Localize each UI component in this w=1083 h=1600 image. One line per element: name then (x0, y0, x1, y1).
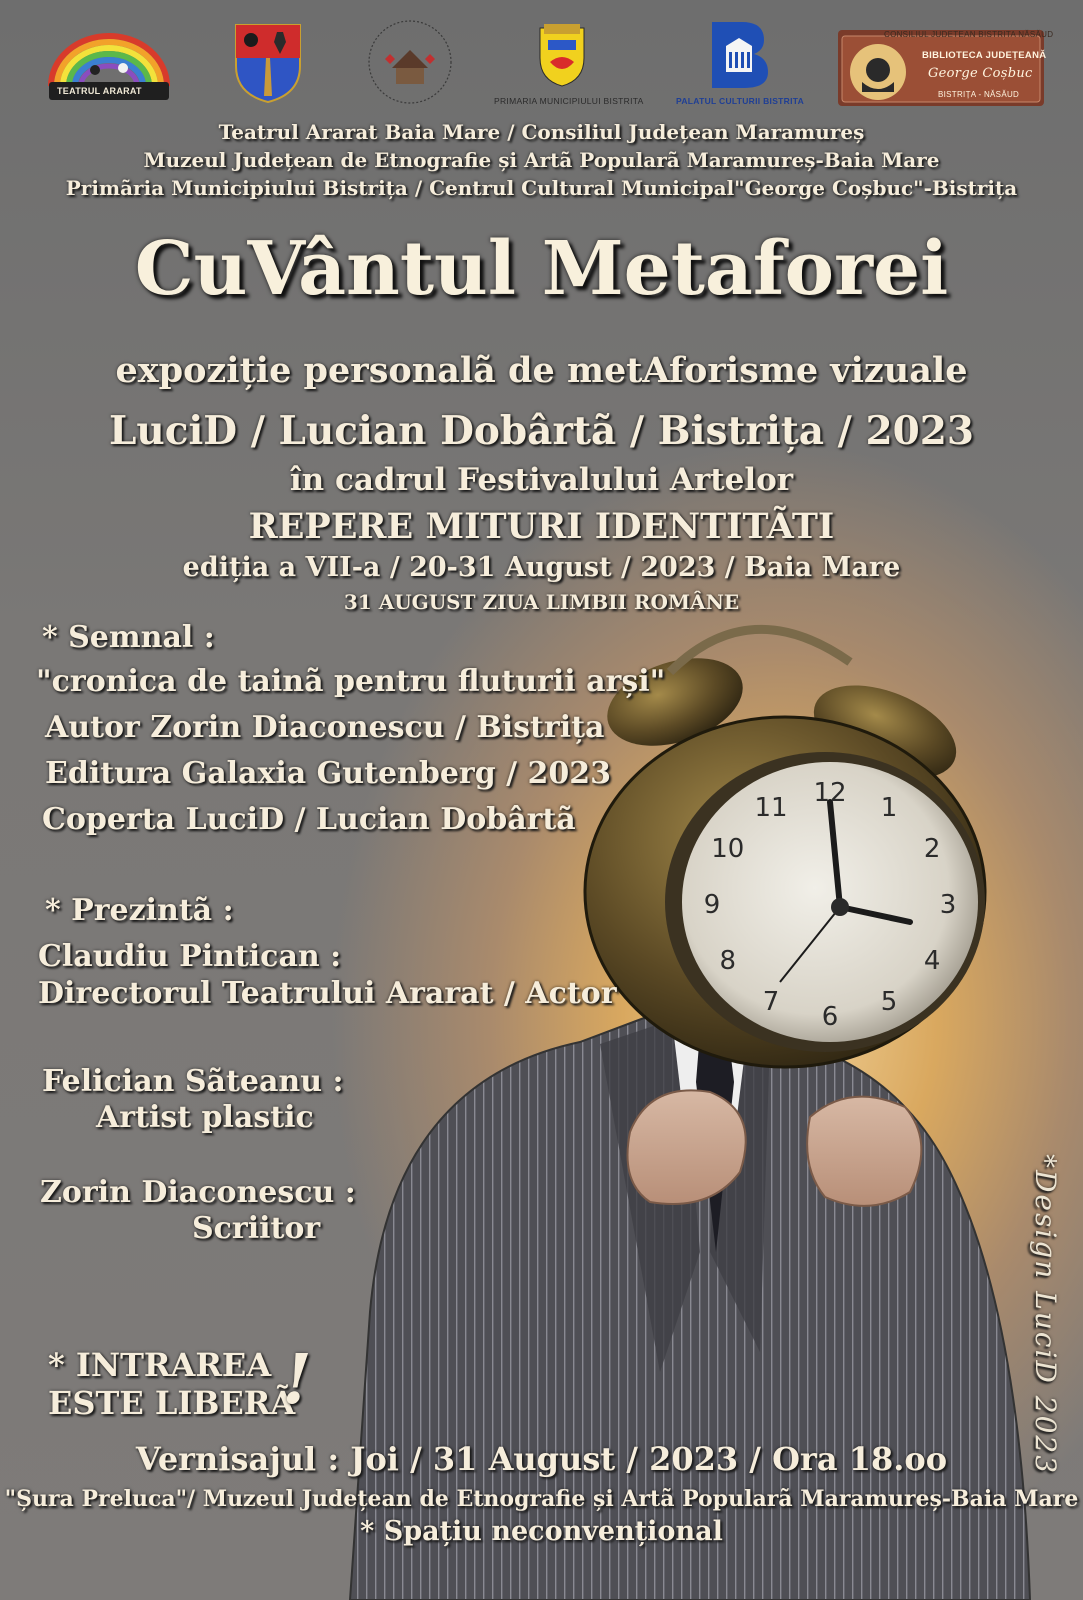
clock-numeral: 9 (703, 890, 721, 920)
vernisaj-line: Vernisajul : Joi / 31 August / 2023 / Ora 18.oo (135, 1440, 948, 1478)
edition-line: ediția a VII-a / 20-31 August / 2023 / Baia Mare (182, 552, 901, 583)
exhibition-subtitle: expoziție personalã de metAforisme vizuale (115, 350, 968, 391)
design-signature: *Design LuciD 2023 (1029, 1153, 1063, 1476)
presenter-1-role: Directorul Teatrului Ararat / Actor (38, 976, 617, 1011)
clock-numeral: 5 (880, 986, 898, 1017)
book-title: "cronica de tainã pentru fluturii arși" (36, 664, 666, 699)
biblioteca-bottom-label: BISTRIȚA - NĂSĂUD (938, 90, 1020, 99)
clock-numeral: 11 (754, 793, 788, 824)
primaria-bistrita-logo (492, 20, 644, 106)
clock-numeral: 1 (880, 793, 898, 824)
crest-icon (492, 20, 632, 88)
presenter-3-role: Scriitor (192, 1211, 321, 1246)
palatul-logo-label: PALATUL CULTURII BISTRITA (676, 96, 805, 106)
semnal-heading: * Semnal : (42, 620, 215, 655)
clock-numeral: 12 (813, 778, 847, 808)
biblioteca-script-label: George Coșbuc (928, 66, 1033, 81)
festival-name: REPERE MITURI IDENTITÃTI (248, 506, 835, 547)
maramures-coat-of-arms (233, 22, 303, 104)
clock-numeral: 6 (821, 1002, 839, 1032)
presenter-3-name: Zorin Diaconescu : (40, 1175, 356, 1210)
book-cover-credit: Coperta LuciD / Lucian Dobârtã (42, 802, 576, 837)
entry-line-1: * INTRAREA (48, 1346, 272, 1384)
clock-numeral: 10 (711, 834, 745, 864)
book-publisher: Editura Galaxia Gutenberg / 2023 (45, 756, 612, 791)
prezinta-heading: * Prezintã : (45, 893, 234, 928)
artist-line: LuciD / Lucian Dobârtã / Bistrița / 2023 (108, 408, 975, 454)
festival-intro: în cadrul Festivalului Artelor (289, 462, 794, 498)
organizer-line-1: Teatrul Ararat Baia Mare / Consiliul Județean Maramureș (218, 120, 865, 144)
venue-note: * Spațiu neconvențional (360, 1516, 723, 1547)
organizer-line-2: Muzeul Județean de Etnografie și Artã Popularã Maramureș-Baia Mare (143, 148, 940, 172)
clock-numeral: 4 (923, 946, 941, 976)
entry-line-2: ESTE LIBERÃ (48, 1384, 296, 1422)
clock-numeral: 2 (923, 834, 941, 864)
museum-seal-icon (366, 18, 454, 106)
entry-exclamation: ! (282, 1340, 312, 1420)
venue-line: "Șura Preluca"/ Muzeul Județean de Etnografie și Artã Popularã Maramureș-Baia Mare (4, 1486, 1079, 1512)
organizer-line-3: Primãria Municipiului Bistrița / Centrul Cultural Municipal"George Coșbuc"-Bistrița (65, 176, 1018, 200)
clock-numeral: 7 (762, 986, 780, 1017)
biblioteca-judeteana-logo (838, 24, 1054, 106)
exhibition-title: CuVântul Metaforei (134, 226, 949, 312)
presenter-2-role: Artist plastic (96, 1100, 314, 1135)
presenter-2-name: Felician Sãteanu : (42, 1064, 344, 1099)
teatrul-logo-label: TEATRUL ARARAT (57, 86, 142, 96)
primaria-logo-label: PRIMARIA MUNICIPIULUI BISTRITA (494, 96, 644, 106)
muzeul-etnografie-logo (366, 18, 454, 106)
special-day: 31 AUGUST ZIUA LIMBII ROMÂNE (343, 590, 740, 614)
book-author: Autor Zorin Diaconescu / Bistrița (45, 710, 605, 745)
palatul-culturii-logo (668, 18, 808, 108)
palace-icon (668, 18, 808, 90)
biblioteca-name-label: BIBLIOTECA JUDEȚEANĂ (922, 50, 1047, 61)
clock-numeral: 8 (719, 946, 737, 976)
teatrul-ararat-logo (45, 24, 173, 102)
presenter-1-name: Claudiu Pintican : (38, 939, 342, 974)
biblioteca-top-label: CONSILIUL JUDETEAN BISTRITA NĂSĂUD (884, 30, 1054, 39)
clock-numeral: 3 (939, 890, 957, 920)
shield-icon (233, 22, 303, 104)
